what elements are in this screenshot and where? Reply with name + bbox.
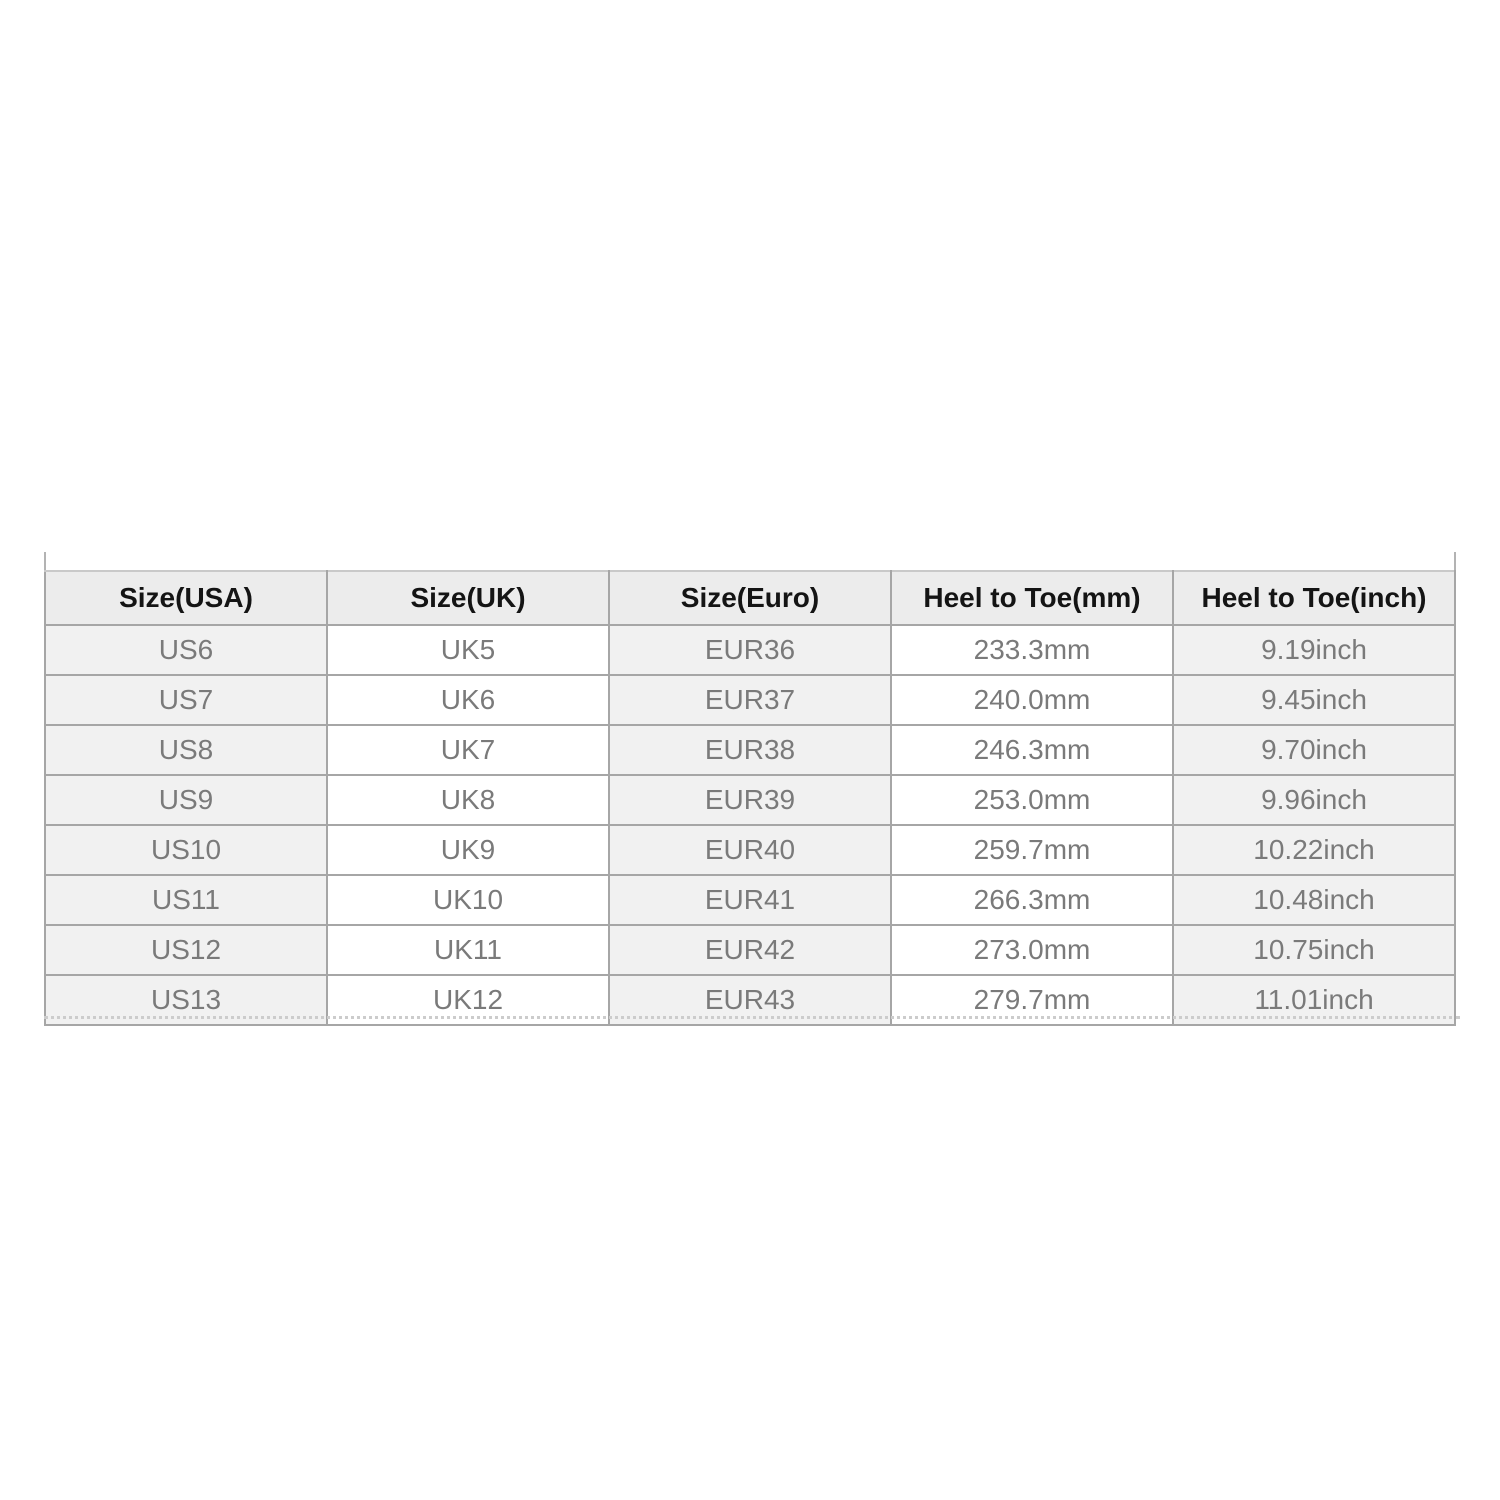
table-cell: 233.3mm bbox=[891, 625, 1173, 675]
column-header-heel-to-toe-inch: Heel to Toe(inch) bbox=[1173, 571, 1455, 625]
table-cell: EUR40 bbox=[609, 825, 891, 875]
table-row bbox=[45, 725, 1455, 775]
table-cell: US10 bbox=[45, 825, 327, 875]
table-row bbox=[45, 925, 1455, 975]
table-cell: EUR41 bbox=[609, 875, 891, 925]
table-row bbox=[45, 625, 1455, 675]
table-cell: EUR43 bbox=[609, 975, 891, 1025]
column-header-size-euro: Size(Euro) bbox=[609, 571, 891, 625]
table-row bbox=[45, 675, 1455, 725]
column-header-size-uk: Size(UK) bbox=[327, 571, 609, 625]
table-cell: 253.0mm bbox=[891, 775, 1173, 825]
table-cell: 10.22inch bbox=[1173, 825, 1455, 875]
table-cell: 9.19inch bbox=[1173, 625, 1455, 675]
table-cell: 10.48inch bbox=[1173, 875, 1455, 925]
table-cell: UK6 bbox=[327, 675, 609, 725]
table-cell: UK9 bbox=[327, 825, 609, 875]
dotted-divider-line bbox=[44, 1016, 1460, 1019]
table-cell: EUR36 bbox=[609, 625, 891, 675]
table-cell: UK10 bbox=[327, 875, 609, 925]
column-header-size-usa: Size(USA) bbox=[45, 571, 327, 625]
top-left-corner-tick bbox=[44, 552, 46, 570]
table-row bbox=[45, 825, 1455, 875]
table-cell: 9.45inch bbox=[1173, 675, 1455, 725]
size-table-body bbox=[45, 625, 1455, 1025]
table-cell: 240.0mm bbox=[891, 675, 1173, 725]
table-cell: 10.75inch bbox=[1173, 925, 1455, 975]
table-cell: 246.3mm bbox=[891, 725, 1173, 775]
table-cell: EUR37 bbox=[609, 675, 891, 725]
table-cell: US13 bbox=[45, 975, 327, 1025]
size-conversion-table bbox=[44, 570, 1456, 1026]
table-cell: 9.96inch bbox=[1173, 775, 1455, 825]
table-cell: 11.01inch bbox=[1173, 975, 1455, 1025]
column-header-heel-to-toe-mm: Heel to Toe(mm) bbox=[891, 571, 1173, 625]
table-cell: US11 bbox=[45, 875, 327, 925]
table-cell: UK8 bbox=[327, 775, 609, 825]
table-cell: EUR42 bbox=[609, 925, 891, 975]
table-cell: US6 bbox=[45, 625, 327, 675]
table-cell: US9 bbox=[45, 775, 327, 825]
table-header-row bbox=[45, 571, 1455, 625]
table-cell: US7 bbox=[45, 675, 327, 725]
table-cell: UK7 bbox=[327, 725, 609, 775]
table-cell: 9.70inch bbox=[1173, 725, 1455, 775]
size-conversion-chart bbox=[44, 570, 1456, 1026]
table-cell: 273.0mm bbox=[891, 925, 1173, 975]
table-row bbox=[45, 875, 1455, 925]
table-cell: 266.3mm bbox=[891, 875, 1173, 925]
table-row bbox=[45, 775, 1455, 825]
table-cell: UK5 bbox=[327, 625, 609, 675]
table-cell: UK12 bbox=[327, 975, 609, 1025]
table-cell: UK11 bbox=[327, 925, 609, 975]
table-cell: US8 bbox=[45, 725, 327, 775]
table-cell: EUR39 bbox=[609, 775, 891, 825]
table-cell: 279.7mm bbox=[891, 975, 1173, 1025]
table-cell: 259.7mm bbox=[891, 825, 1173, 875]
top-right-corner-tick bbox=[1454, 552, 1456, 570]
table-cell: US12 bbox=[45, 925, 327, 975]
table-cell: EUR38 bbox=[609, 725, 891, 775]
